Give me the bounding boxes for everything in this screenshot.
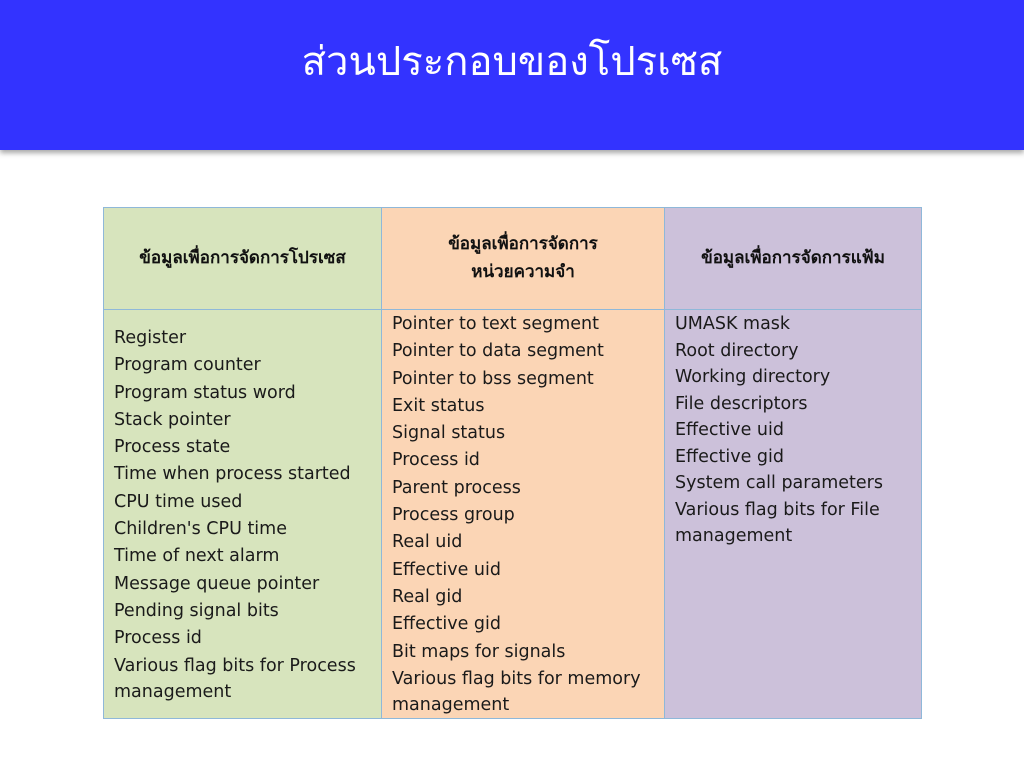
- list-item: Effective uid: [675, 420, 784, 440]
- list-item: CPU time used: [114, 491, 243, 512]
- list-item: Process group: [392, 505, 515, 526]
- list-item: Process state: [114, 437, 231, 458]
- memory-management-list: [392, 310, 654, 718]
- list-item: Effective uid: [392, 559, 501, 580]
- list-item: Various flag bits for File management: [675, 499, 880, 546]
- slide-title: ส่วนประกอบของโปรเซส: [301, 39, 723, 85]
- header-file-management: ข้อมูลเพื่อการจัดการแฟ้ม: [665, 208, 922, 310]
- cell-file-management: [665, 310, 922, 719]
- list-item: Pointer to bss segment: [392, 368, 594, 389]
- list-item: Pointer to text segment: [392, 314, 599, 334]
- list-item: Bit maps for signals: [392, 641, 566, 662]
- list-item: Signal status: [392, 423, 506, 444]
- table-body-row: [104, 310, 922, 719]
- list-item: Program status word: [114, 382, 296, 403]
- list-item: Real gid: [392, 586, 463, 607]
- header-memory-management: [382, 208, 665, 310]
- table-header-row: [104, 208, 922, 310]
- list-item: Real uid: [392, 532, 463, 553]
- list-item: Program counter: [114, 355, 261, 376]
- cell-memory-management: [382, 310, 665, 719]
- list-item: Process id: [114, 628, 202, 649]
- list-item: System call parameters: [675, 473, 883, 493]
- header-memory-line-2: หน่วยความจำ: [471, 261, 575, 282]
- list-item: Time of next alarm: [114, 546, 280, 567]
- list-item: Parent process: [392, 477, 521, 498]
- list-item: Time when process started: [114, 464, 351, 485]
- list-item: UMASK mask: [675, 314, 791, 334]
- file-management-list: [675, 310, 911, 549]
- list-item: Working directory: [675, 367, 831, 387]
- list-item: Various flag bits for memory management: [392, 668, 641, 715]
- list-item: Root directory: [675, 340, 799, 361]
- list-item: Children's CPU time: [114, 519, 287, 540]
- list-item: Effective gid: [675, 446, 784, 467]
- title-bar: [0, 0, 1024, 150]
- list-item: Pending signal bits: [114, 600, 279, 621]
- list-item: Register: [114, 328, 187, 348]
- list-item: Message queue pointer: [114, 573, 320, 594]
- list-item: Effective gid: [392, 614, 501, 635]
- list-item: File descriptors: [675, 393, 808, 414]
- list-item: Process id: [392, 450, 480, 471]
- process-management-list: [114, 310, 371, 705]
- list-item: Stack pointer: [114, 409, 231, 430]
- process-components-table: [103, 207, 922, 719]
- cell-process-management: [104, 310, 382, 719]
- header-memory-line-1: ข้อมูลเพื่อการจัดการ: [448, 234, 598, 255]
- list-item: Pointer to data segment: [392, 341, 604, 362]
- list-item: Various flag bits for Process management: [114, 655, 356, 702]
- header-process-management: ข้อมูลเพื่อการจัดการโปรเซส: [104, 208, 382, 310]
- list-item: Exit status: [392, 395, 485, 416]
